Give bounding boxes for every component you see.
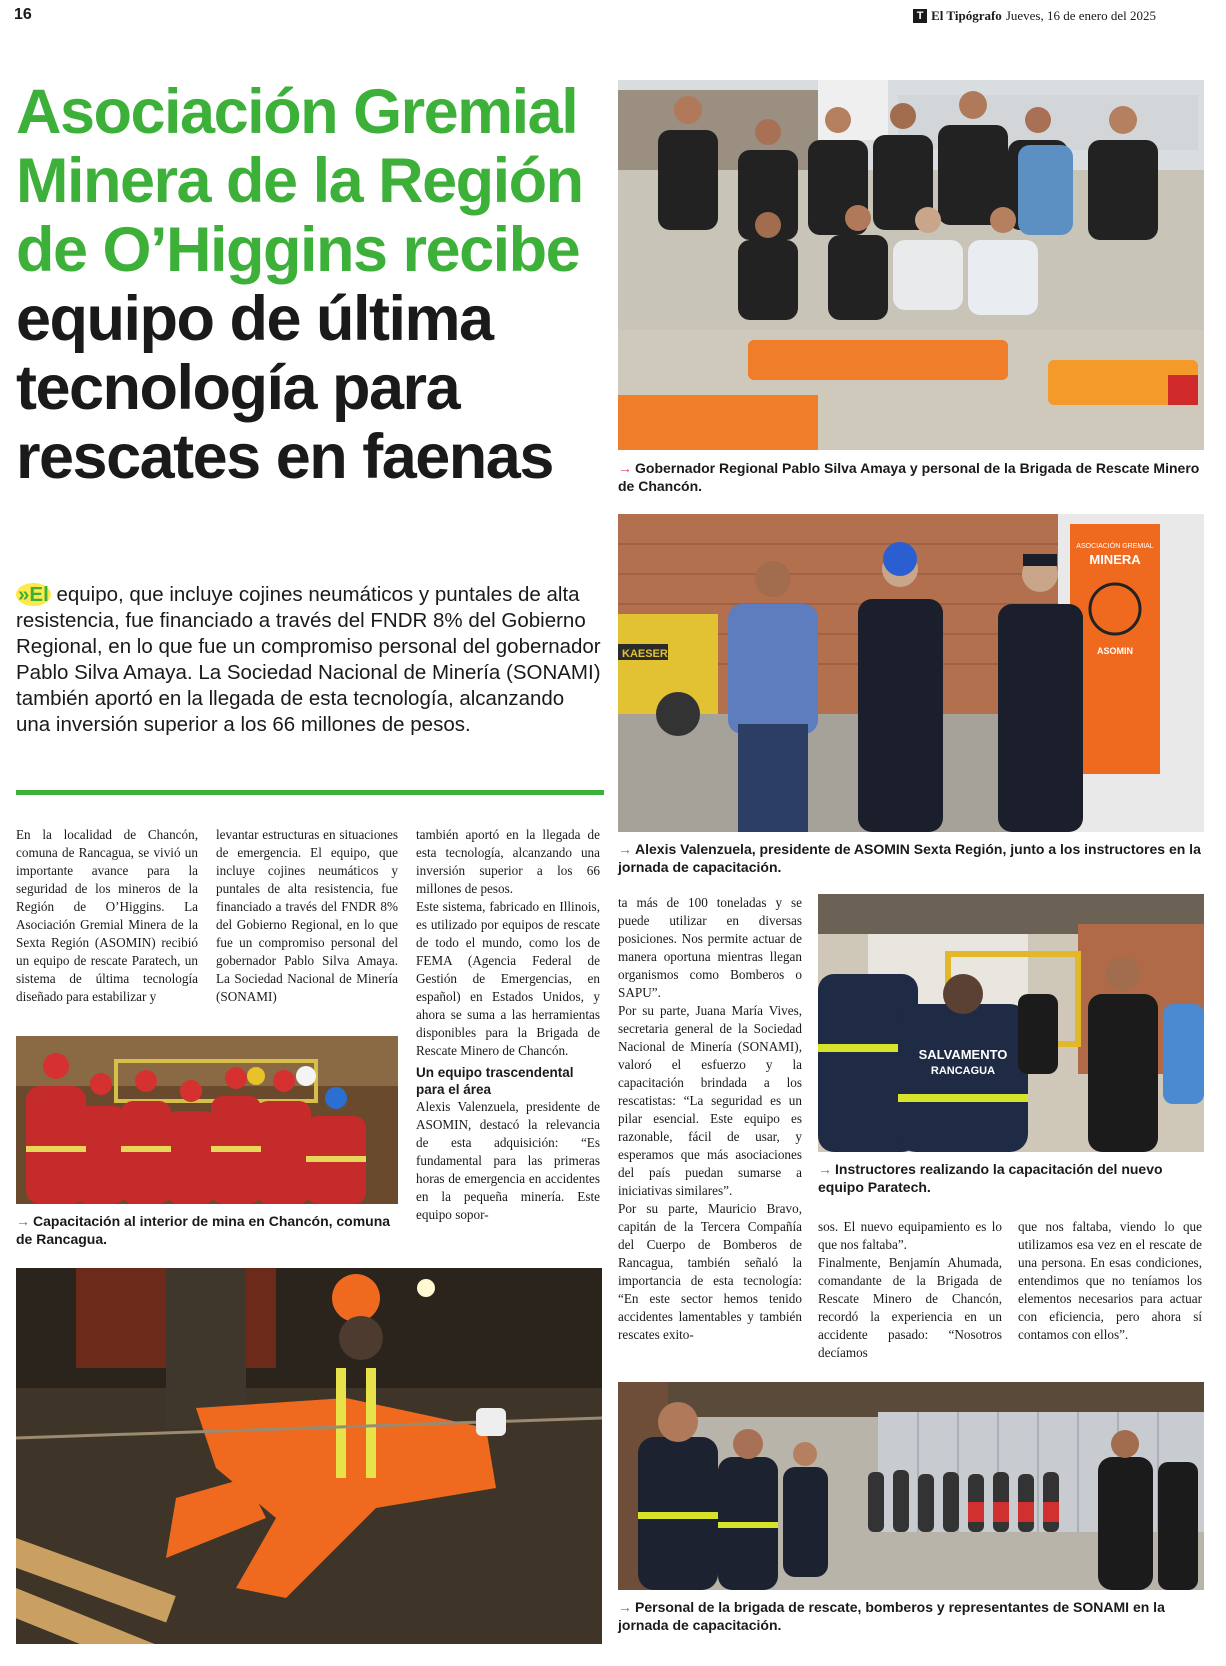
caption-photo-1: → Gobernador Regional Pablo Silva Amaya y personal de la Brigada de Rescate Minero de Chancón.	[618, 460, 1200, 494]
caption-photo-4: → Capacitación al interior de mina en Chancón, comuna de Rancagua.	[16, 1213, 391, 1247]
svg-text:SALVAMENTO: SALVAMENTO	[918, 1047, 1008, 1062]
newspaper-name: El Tipógrafo	[931, 8, 1002, 23]
lead-paragraph	[16, 582, 604, 738]
photo-mine-rescuer	[16, 1268, 602, 1644]
body-column-3: también aportó en la llegada de esta tecnología, alcanzando una inversión superior a los 66 millones de pesos. Este sistema, fabricado en Illinois, es utilizado por equipos de rescate de todo el mundo, como los de FEMA (Agencia Federal de Gestión de Emergencias, en español) en Estados Unidos, y ahora se suma a las herramientas disponibles para la Brigada de Rescate Minero de Chancón. Un equipo trascendental para el área Alexis Valenzuela, presidente de ASOMIN, destacó la relevancia de esta adquisición: “Es fundamental para las primeras horas de emergencia en accidentes en la pequeña minería. Este equipo sopor-	[416, 827, 600, 1222]
page-number: 16	[14, 6, 32, 23]
photo-mine-group	[16, 1036, 398, 1204]
body-column-4: ta más de 100 toneladas y se puede utilizar en diversas posiciones. Nos permite actuar de manera oportuna mientras llegan organismos como Bomberos o SAPU”. Por su parte, Juana María Vives, secretaria general de la Sociedad Nacional de Minería (SONAMI), valoró el esfuerzo y la capacitación brindada a los rescatistas: “La seguridad es un pilar esencial. Este equipo es razonable, fácil de usar, y esperamos que más asociaciones del país puedan sumarse a iniciativas similares”. Por su parte, Mauricio Bravo, capitán de la Tercera Compañía del Cuerpo de Bomberos de Rancagua, también señaló la importancia de esta tecnología: “En este sector hemos tenido accidentes lamentables y también rescates exito-	[618, 895, 802, 1342]
newspaper-logo: T	[913, 9, 927, 23]
body-column-6: que nos faltaba, viendo lo que utilizamos esa vez en el rescate de una persona. En esas condiciones, entendimos que no teníamos los elementos necesarios para actuar con eficiencia, pero ahora sí contamos con ellos”.	[1018, 1219, 1202, 1342]
caption-photo-3: → Instructores realizando la capacitación del nuevo equipo Paratech.	[818, 1161, 1163, 1195]
headline-black-line-1: equipo de última	[16, 284, 493, 354]
body-column-2: levantar estructuras en situaciones de emergencia. El equipo, que incluye cojines neumáticos y puntales de alta resistencia, fue financiado a través del FNDR 8% del Gobierno Regional, en lo que fue un compromiso personal del gobernador Pablo Silva Amaya. La Sociedad Nacional de Minería (SONAMI)	[216, 827, 398, 1004]
headline-green-line-2: Minera de la Región	[16, 146, 583, 216]
article-headline	[16, 78, 606, 492]
svg-text:RANCAGUA: RANCAGUA	[930, 1065, 996, 1077]
issue-date: Jueves, 16 de enero del 2025	[1005, 8, 1156, 23]
body-subhead: Un equipo trascendental para el área	[416, 1065, 574, 1097]
svg-text:MINERA: MINERA	[1089, 552, 1141, 567]
caption-photo-2: → Alexis Valenzuela, presidente de ASOMIN Sexta Región, junto a los instructores en la jornada de capacitación.	[618, 841, 1201, 875]
headline-black-line-2: tecnología para	[16, 353, 460, 423]
headline-green-line-3: de O’Higgins recibe	[16, 215, 580, 285]
photo-asomin-president	[618, 514, 1204, 832]
masthead	[913, 8, 1156, 24]
svg-text:KAESER: KAESER	[622, 648, 668, 660]
svg-text:ASOCIACIÓN GREMIAL: ASOCIACIÓN GREMIAL	[1076, 543, 1154, 550]
body-column-1: En la localidad de Chancón, comuna de Rancagua, se vivió un importante avance para la seguridad de los mineros de la Región de O’Higgins. La Asociación Gremial Minera de la Sexta Región (ASOMIN) recibió un equipo de rescate Paratech, un sistema de última tecnología diseñado para estabilizar y	[16, 827, 198, 1004]
photo-group-brigade	[618, 80, 1204, 450]
lead-marker: »El	[18, 583, 49, 606]
photo-group-warehouse	[618, 1382, 1204, 1590]
green-rule	[16, 790, 604, 795]
photo-paratech-training	[818, 894, 1204, 1152]
caption-photo-6: → Personal de la brigada de rescate, bomberos y representantes de SONAMI en la jornada de capacitación.	[618, 1599, 1165, 1633]
body-column-5: sos. El nuevo equipamiento es lo que nos faltaba”. Finalmente, Benjamín Ahumada, comandante de la Brigada de Rescate Minero de Chancón, recordó la experiencia en un accidente pasado: “Nosotros decíamos	[818, 1219, 1002, 1360]
headline-black-line-3: rescates en faenas	[16, 422, 553, 492]
headline-green-line-1: Asociación Gremial	[16, 77, 578, 147]
lead-text: equipo, que incluye cojines neumáticos y puntales de alta resistencia, fue financiado a través del FNDR 8% del Gobierno Regional, en lo que fue un compromiso personal del gobernador Pablo Silva Amaya. La Sociedad Nacional de Minería (SONAMI) también aportó en la llegada de esta tecnología, alcanzando una inversión superior a los 66 millones de pesos.	[16, 583, 601, 736]
svg-text:ASOMIN: ASOMIN	[1097, 646, 1133, 656]
